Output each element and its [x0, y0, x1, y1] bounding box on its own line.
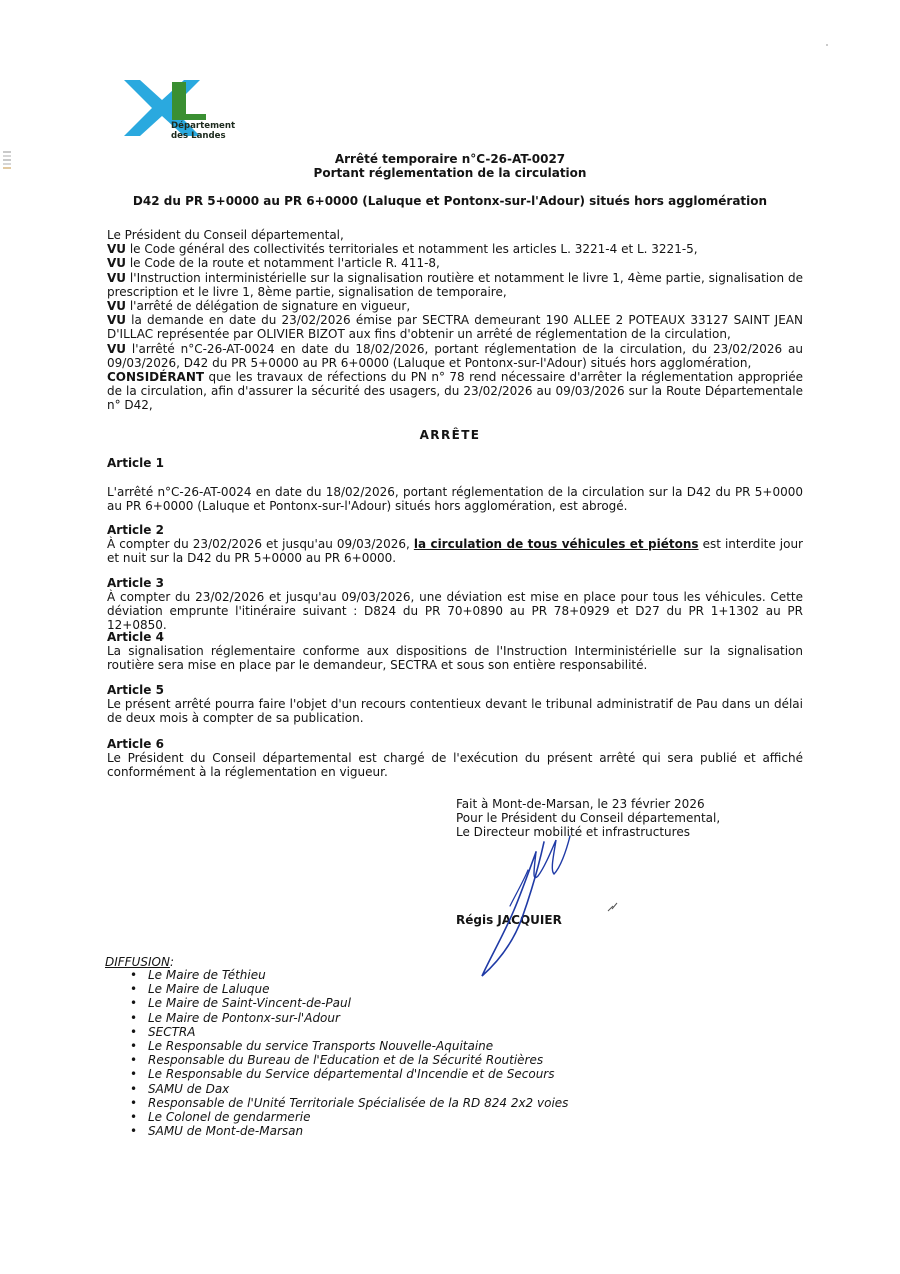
diffusion-item: • SAMU de Mont-de-Marsan: [130, 1124, 568, 1138]
diffusion-title-text: DIFFUSION: [105, 955, 170, 969]
logo-text-line1: Département: [171, 121, 236, 131]
considerant-text: que les travaux de réfections du PN n° 78 rend nécessaire d'arrêter la réglementation appropriée de la circulation, afin d'assurer la sécurité des usagers, du 23/02/2026 au 09/03/2026 sur la Route Départementale n° D42,: [107, 370, 803, 413]
handwritten-signature: [470, 830, 590, 980]
diffusion-item: • Le Responsable du service Transports Nouvelle-Aquitaine: [130, 1039, 568, 1053]
article-5-title: Article 5: [107, 683, 164, 697]
visa-item: [107, 242, 803, 256]
visa-keyword: VU: [107, 270, 127, 285]
article-4-title: Article 4: [107, 630, 164, 644]
visa-item: [107, 256, 803, 270]
scan-speck: [826, 44, 828, 46]
visa-text: le Code général des collectivités territoriales et notamment les articles L. 3221-4 et L. 3221-5,: [126, 242, 698, 257]
logo-text: [171, 121, 235, 141]
diffusion-item: • Le Responsable du Service départemental d'Incendie et de Secours: [130, 1067, 568, 1081]
visa-text: le Code de la route et notamment l'article R. 411-8,: [126, 256, 440, 271]
article-3-text: À compter du 23/02/2026 et jusqu'au 09/03/2026, une déviation est mise en place pour tous les véhicules. Cette déviation emprunte l'itinéraire suivant : D824 du PR 70+0890 au PR 78+0929 et D27 du PR 1+1302 au PR 12+0850.: [107, 590, 803, 633]
diffusion-title: [105, 955, 174, 969]
article-2-text-before: À compter du 23/02/2026 et jusqu'au 09/03/2026,: [107, 537, 414, 551]
visa-keyword: VU: [107, 242, 127, 257]
diffusion-item: • Le Maire de Saint-Vincent-de-Paul: [130, 996, 568, 1010]
article-2-text: [107, 537, 803, 565]
article-1-text: L'arrêté n°C-26-AT-0024 en date du 18/02/2026, portant réglementation de la circulation sur la D42 du PR 5+0000 au PR 6+0000 (Laluque et Pontonx-sur-l'Adour) situés hors agglomération, est abrogé.: [107, 485, 803, 514]
article-2-emphasis: la circulation de tous véhicules et piétons: [413, 537, 699, 551]
visa-item: [107, 299, 803, 313]
logo-text-line2: des Landes: [171, 131, 226, 141]
diffusion-item: • Le Colonel de gendarmerie: [130, 1110, 568, 1124]
document-title: Arrêté temporaire n°C-26-AT-0027: [334, 152, 566, 166]
visa-keyword: VU: [107, 313, 127, 328]
diffusion-item: • Responsable du Bureau de l'Education et de la Sécurité Routières: [130, 1053, 568, 1067]
visa-keyword: VU: [107, 299, 127, 314]
signature-place-date: Fait à Mont-de-Marsan, le 23 février 2026: [456, 797, 705, 811]
visa-keyword: VU: [107, 341, 127, 356]
considerant-keyword: CONSIDÉRANT: [107, 370, 205, 385]
visa-text: la demande en date du 23/02/2026 émise par SECTRA demeurant 190 ALLEE 2 POTEAUX 33127 SAINT JEAN D'ILLAC représentée par OLIVIER BIZOT aux fins d'obtenir un arrêté de réglementation de la circulation,: [107, 313, 803, 342]
article-6-title: Article 6: [107, 737, 164, 751]
article-5-text: Le présent arrêté pourra faire l'objet d'un recours contentieux devant le tribunal administratif de Pau dans un délai de deux mois à compter de sa publication.: [107, 697, 803, 726]
diffusion-item: • Le Maire de Pontonx-sur-l'Adour: [130, 1011, 568, 1025]
diffusion-item: • SECTRA: [130, 1025, 568, 1039]
visa-item: [107, 271, 803, 299]
diffusion-item: • SAMU de Dax: [130, 1082, 568, 1096]
visa-text: l'arrêté n°C-26-AT-0024 en date du 18/02/2026, portant réglementation de la circulation, du 23/02/2026 au 09/03/2026, D42 du PR 5+0000 au PR 6+0000 (Laluque et Pontonx-sur-l'Adour) situés hors agglomération,: [107, 341, 803, 370]
article-3-title: Article 3: [107, 576, 164, 590]
preamble: [107, 228, 803, 413]
visa-text: l'Instruction interministérielle sur la signalisation routière et notamment le livre 1, 4ème partie, signalisation de prescription et le livre 1, 8ème partie, signalisation de temporaire,: [107, 270, 803, 299]
diffusion-item: • Responsable de l'Unité Territoriale Spécialisée de la RD 824 2x2 voies: [130, 1096, 568, 1110]
diffusion-item: • Le Maire de Laluque: [130, 982, 568, 996]
visa-item: [107, 313, 803, 341]
visa-item: [107, 342, 803, 370]
preamble-intro: Le Président du Conseil départemental,: [107, 228, 344, 242]
signature-director-title: Le Directeur mobilité et infrastructures: [456, 825, 690, 840]
ink-tick-mark: [606, 900, 620, 914]
visa-text: l'arrêté de délégation de signature en vigueur,: [126, 299, 411, 314]
diffusion-list: [130, 968, 568, 1138]
document-subtitle: D42 du PR 5+0000 au PR 6+0000 (Laluque et Pontonx-sur-l'Adour) situés hors agglomération: [132, 194, 768, 208]
considerant-item: [107, 370, 803, 413]
arrete-heading: ARRÊTE: [419, 428, 481, 442]
document-title-line2: Portant réglementation de la circulation: [313, 166, 587, 180]
visa-keyword: VU: [107, 256, 127, 271]
article-2-title: Article 2: [107, 523, 164, 537]
signature-for-president: Pour le Président du Conseil départemental,: [456, 811, 721, 826]
article-1-title: Article 1: [107, 456, 164, 470]
article-2-text-after: est interdite jour et nuit sur la D42 du PR 5+0000 au PR 6+0000.: [107, 537, 803, 566]
diffusion-item: • Le Maire de Téthieu: [130, 968, 568, 982]
article-4-text: La signalisation réglementaire conforme aux dispositions de l'Instruction Interministérielle sur la signalisation routière sera mise en place par le demandeur, SECTRA et sous son entière responsabilité.: [107, 644, 803, 673]
diffusion-title-colon: :: [169, 955, 174, 969]
article-6-text: Le Président du Conseil départemental est chargé de l'exécution du présent arrêté qui sera publié et affiché conformément à la réglementation en vigueur.: [107, 751, 803, 780]
signatory-name: Régis JACQUIER: [456, 913, 562, 927]
